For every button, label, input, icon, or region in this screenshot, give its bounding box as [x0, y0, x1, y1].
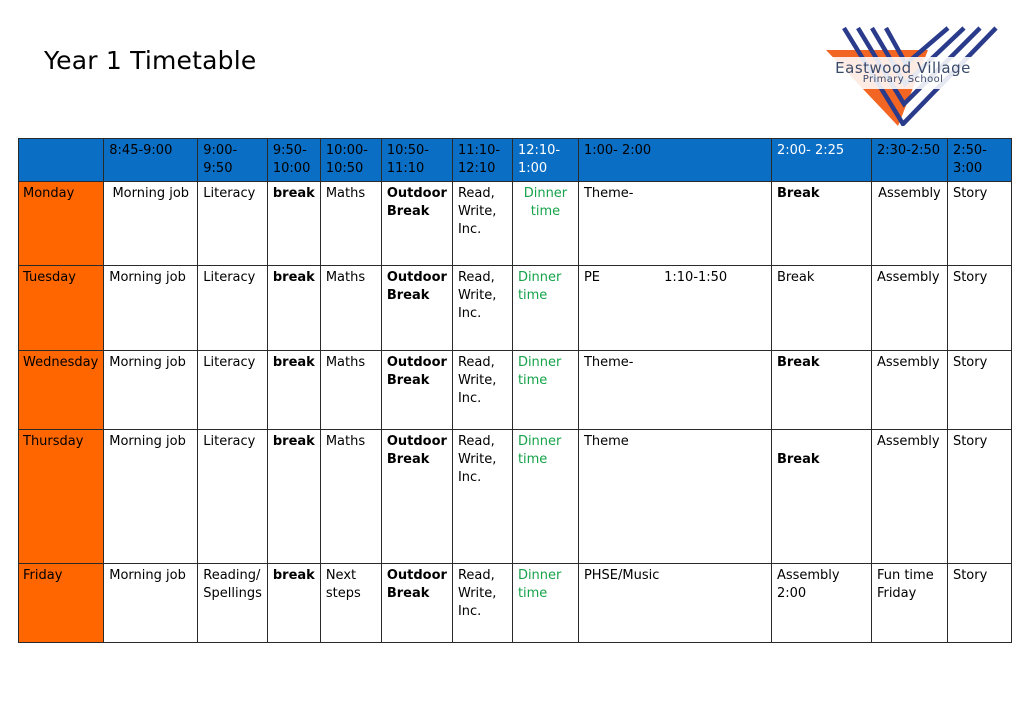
cell-literacy: Literacy: [198, 351, 268, 430]
cell-assembly: Assembly: [871, 430, 947, 564]
cell-read-write-inc: Read, Write, Inc.: [452, 430, 512, 564]
cell-story: Story: [947, 266, 1011, 351]
logo-name-line2: Primary School: [862, 74, 944, 85]
header-time: 2:30-2:50: [871, 139, 947, 182]
cell-read-write-inc: Read, Write, Inc.: [452, 266, 512, 351]
cell-afternoon-lesson: PHSE/Music: [578, 564, 771, 643]
page-title: Year 1 Timetable: [44, 46, 257, 75]
cell-maths: Maths: [320, 351, 381, 430]
cell-break: break: [267, 430, 320, 564]
cell-afternoon-lesson: Theme-: [578, 351, 771, 430]
header-time: 2:50-3:00: [947, 139, 1011, 182]
cell-morning-job: Morning job: [104, 182, 198, 266]
cell-afternoon-break: Break: [771, 430, 871, 564]
cell-break: break: [267, 182, 320, 266]
header-corner: [19, 139, 104, 182]
cell-afternoon-break: Break: [771, 182, 871, 266]
table-row-monday: [19, 182, 1012, 266]
table-row-friday: [19, 564, 1012, 643]
header-time-afternoon-break: 2:00- 2:25: [771, 139, 871, 182]
cell-literacy: Literacy: [198, 266, 268, 351]
cell-literacy: Literacy: [198, 430, 268, 564]
cell-maths: Maths: [320, 182, 381, 266]
cell-assembly-time: Assembly 2:00: [771, 564, 871, 643]
cell-next-steps: Next steps: [320, 564, 381, 643]
logo-name-line1: Eastwood Village: [835, 59, 971, 77]
table-row-wednesday: [19, 351, 1012, 430]
cell-outdoor-break: Outdoor Break: [381, 182, 452, 266]
day-label: Thursday: [19, 430, 104, 564]
table-row-tuesday: [19, 266, 1012, 351]
cell-morning-job: Morning job: [104, 266, 198, 351]
cell-story: Story: [947, 351, 1011, 430]
cell-assembly: Assembly: [871, 182, 947, 266]
cell-dinner-time: Dinner time: [512, 564, 578, 643]
header-time: 10:50-11:10: [381, 139, 452, 182]
cell-reading-spellings: Reading/ Spellings: [198, 564, 268, 643]
cell-dinner-time: Dinner time: [512, 351, 578, 430]
cell-morning-job: Morning job: [104, 564, 198, 643]
header-time: 8:45-9:00: [104, 139, 198, 182]
cell-dinner-time: Dinner time: [512, 182, 578, 266]
cell-morning-job: Morning job: [104, 430, 198, 564]
cell-dinner-time: Dinner time: [512, 266, 578, 351]
cell-afternoon-lesson: Theme-: [578, 182, 771, 266]
cell-afternoon-lesson: Theme: [578, 430, 771, 564]
cell-break: break: [267, 351, 320, 430]
cell-outdoor-break: Outdoor Break: [381, 430, 452, 564]
cell-morning-job: Morning job: [104, 351, 198, 430]
header-time: 9:00-9:50: [198, 139, 268, 182]
cell-outdoor-break: Outdoor Break: [381, 351, 452, 430]
cell-story: Story: [947, 430, 1011, 564]
cell-dinner-time: Dinner time: [512, 430, 578, 564]
school-logo: [808, 26, 998, 126]
cell-outdoor-break: Outdoor Break: [381, 564, 452, 643]
cell-outdoor-break: Outdoor Break: [381, 266, 452, 351]
cell-fun-time-friday: Fun time Friday: [871, 564, 947, 643]
header-row: [19, 139, 1012, 182]
day-label: Tuesday: [19, 266, 104, 351]
cell-afternoon-lesson: PE 1:10-1:50: [578, 266, 771, 351]
table-row-thursday: [19, 430, 1012, 564]
day-label: Wednesday: [19, 351, 104, 430]
header-time: 10:00-10:50: [320, 139, 381, 182]
cell-afternoon-break: Break: [771, 266, 871, 351]
cell-literacy: Literacy: [198, 182, 268, 266]
cell-read-write-inc: Read, Write, Inc.: [452, 351, 512, 430]
cell-maths: Maths: [320, 266, 381, 351]
header-time: 11:10-12:10: [452, 139, 512, 182]
cell-maths: Maths: [320, 430, 381, 564]
cell-read-write-inc: Read, Write, Inc.: [452, 564, 512, 643]
cell-story: Story: [947, 564, 1011, 643]
day-label: Friday: [19, 564, 104, 643]
cell-break: break: [267, 266, 320, 351]
cell-afternoon-break: Break: [771, 351, 871, 430]
header-time: 1:00- 2:00: [578, 139, 771, 182]
day-label: Monday: [19, 182, 104, 266]
cell-break: break: [267, 564, 320, 643]
header-time-dinner: 12:10-1:00: [512, 139, 578, 182]
cell-assembly: Assembly: [871, 351, 947, 430]
cell-story: Story: [947, 182, 1011, 266]
cell-assembly: Assembly: [871, 266, 947, 351]
header-time: 9:50-10:00: [267, 139, 320, 182]
timetable: [18, 138, 1012, 643]
cell-read-write-inc: Read, Write, Inc.: [452, 182, 512, 266]
